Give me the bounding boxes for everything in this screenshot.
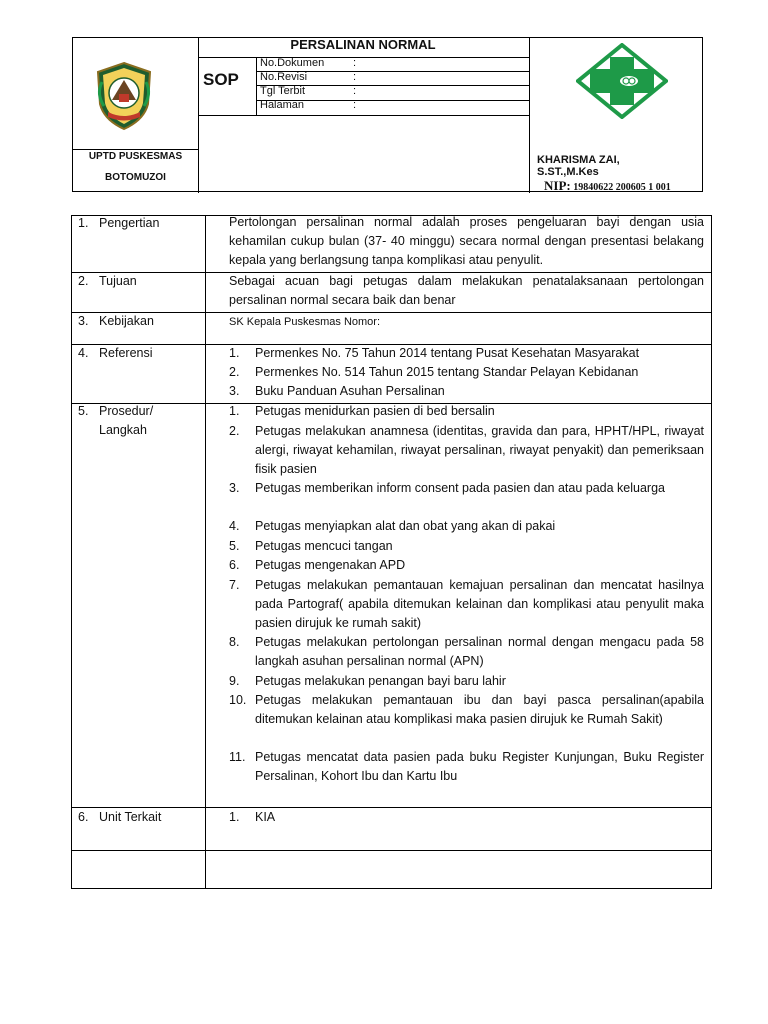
prosedur-step: Petugas melakukan pemantauan kemajuan persalinan dan mencatat hasilnya pada Partograf( apabila ditemukan kelainan dan komplikasi atau penyulit maka pasien dirujuk ke rumah sakit) <box>255 578 704 630</box>
list-number: 1. <box>229 404 240 418</box>
row-label-unit-terkait: Unit Terkait <box>99 810 162 824</box>
org-name-line2: BOTOMUZOI <box>105 172 166 183</box>
list-number: 1. <box>229 810 240 824</box>
prosedur-step: Petugas memberikan inform consent pada pasien dan atau pada keluarga <box>255 481 665 495</box>
meta-label-no-dokumen: No.Dokumen <box>260 57 325 69</box>
list-number: 3. <box>229 384 240 398</box>
meta-label-tgl-terbit: Tgl Terbit <box>260 85 306 97</box>
list-number: 3. <box>229 481 240 495</box>
prosedur-step: Petugas mencuci tangan <box>255 539 393 553</box>
puskesmas-logo <box>576 43 668 119</box>
row-label-langkah: Langkah <box>99 423 147 437</box>
nip-label: NIP: <box>544 178 571 193</box>
list-number: 11. <box>229 750 246 764</box>
row-label-pengertian: Pengertian <box>99 216 160 230</box>
unit-item: KIA <box>255 810 276 824</box>
regional-emblem <box>92 60 156 132</box>
referensi-item: Permenkes No. 514 Tahun 2015 tentang Standar Pelayan Kebidanan <box>255 365 639 379</box>
list-number: 2. <box>229 424 240 438</box>
header-rule <box>198 115 529 116</box>
document-title: PERSALINAN NORMAL <box>290 37 436 52</box>
list-number: 2. <box>229 365 240 379</box>
list-number: 9. <box>229 674 240 688</box>
row-rule <box>72 850 711 851</box>
prosedur-step: Petugas mencatat data pasien pada buku Register Kunjungan, Buku Register Persalinan, Kohort Ibu dan Kartu Ibu <box>255 750 704 783</box>
list-number: 8. <box>229 635 240 649</box>
row-label-referensi: Referensi <box>99 346 153 360</box>
nip-line <box>544 178 671 194</box>
prosedur-step: Petugas melakukan pemantauan ibu dan bayi pasca persalinan(apabila ditemukan kelainan atau komplikasi maka pasien dirujuk ke Rumah Sakit) <box>255 693 704 726</box>
prosedur-step: Petugas mengenakan APD <box>255 558 406 572</box>
row-number: 1. <box>78 216 89 230</box>
prosedur-step: Petugas menidurkan pasien di bed bersalin <box>255 404 495 418</box>
meta-separator: : <box>353 85 357 97</box>
meta-label-halaman: Halaman <box>260 99 305 111</box>
list-number: 7. <box>229 578 240 592</box>
row-number: 6. <box>78 810 89 824</box>
prosedur-step: Petugas menyiapkan alat dan obat yang akan di pakai <box>255 519 556 533</box>
header-rule <box>73 149 198 150</box>
row-label-tujuan: Tujuan <box>99 274 137 288</box>
list-number: 6. <box>229 558 240 572</box>
row-number: 3. <box>78 314 89 328</box>
kebijakan-text: SK Kepala Puskesmas Nomor: <box>229 316 381 328</box>
org-name-line1: UPTD PUSKESMAS <box>88 151 183 162</box>
header-divider <box>256 58 257 116</box>
pengertian-text: Pertolongan persalinan normal adalah proses pengeluaran bayi dengan usia kehamilan cukup bulan (37- 40 minggu) secara normal dengan presentasi belakang kepala yang berlangsung tanpa komplikasi atau penyulit. <box>229 215 704 267</box>
column-divider <box>205 216 206 888</box>
prosedur-step: Petugas melakukan pertolongan persalinan normal dengan mengacu pada 58 langkah asuhan persalinan normal (APN) <box>255 635 704 668</box>
sop-label: SOP <box>203 70 239 89</box>
referensi-item: Permenkes No. 75 Tahun 2014 tentang Pusat Kesehatan Masyarakat <box>255 346 640 360</box>
row-rule <box>72 807 711 808</box>
list-number: 10. <box>229 693 247 707</box>
meta-separator: : <box>353 57 357 69</box>
tujuan-text: Sebagai acuan bagi petugas dalam melakukan penatalaksanaan pertolongan persalinan normal secara baik dan benar <box>229 274 704 307</box>
row-number: 4. <box>78 346 89 360</box>
row-number: 2. <box>78 274 89 288</box>
prosedur-step: Petugas melakukan penangan bayi baru lahir <box>255 674 506 688</box>
row-label-kebijakan: Kebijakan <box>99 314 154 328</box>
list-number: 4. <box>229 519 240 533</box>
header-rule <box>198 57 529 58</box>
signer-name: KHARISMA ZAI, <box>537 154 620 166</box>
signer-title: S.ST.,M.Kes <box>537 166 599 178</box>
list-number: 5. <box>229 539 240 553</box>
meta-label-no-revisi: No.Revisi <box>260 71 308 83</box>
nip-value: 19840622 200605 1 001 <box>573 182 671 193</box>
row-rule <box>72 312 711 313</box>
row-label-prosedur: Prosedur/ <box>99 404 154 418</box>
header-divider <box>529 38 530 193</box>
meta-separator: : <box>353 71 357 83</box>
prosedur-step: Petugas melakukan anamnesa (identitas, gravida dan para, HPHT/HPL, riwayat alergi, riwayat kehamilan, riwayat persalinan, riwayat penyakit) dan pemeriksaan fisik pasien <box>255 424 704 476</box>
referensi-item: Buku Panduan Asuhan Persalinan <box>255 384 445 398</box>
meta-separator: : <box>353 99 357 111</box>
list-number: 1. <box>229 346 240 360</box>
row-number: 5. <box>78 404 89 418</box>
